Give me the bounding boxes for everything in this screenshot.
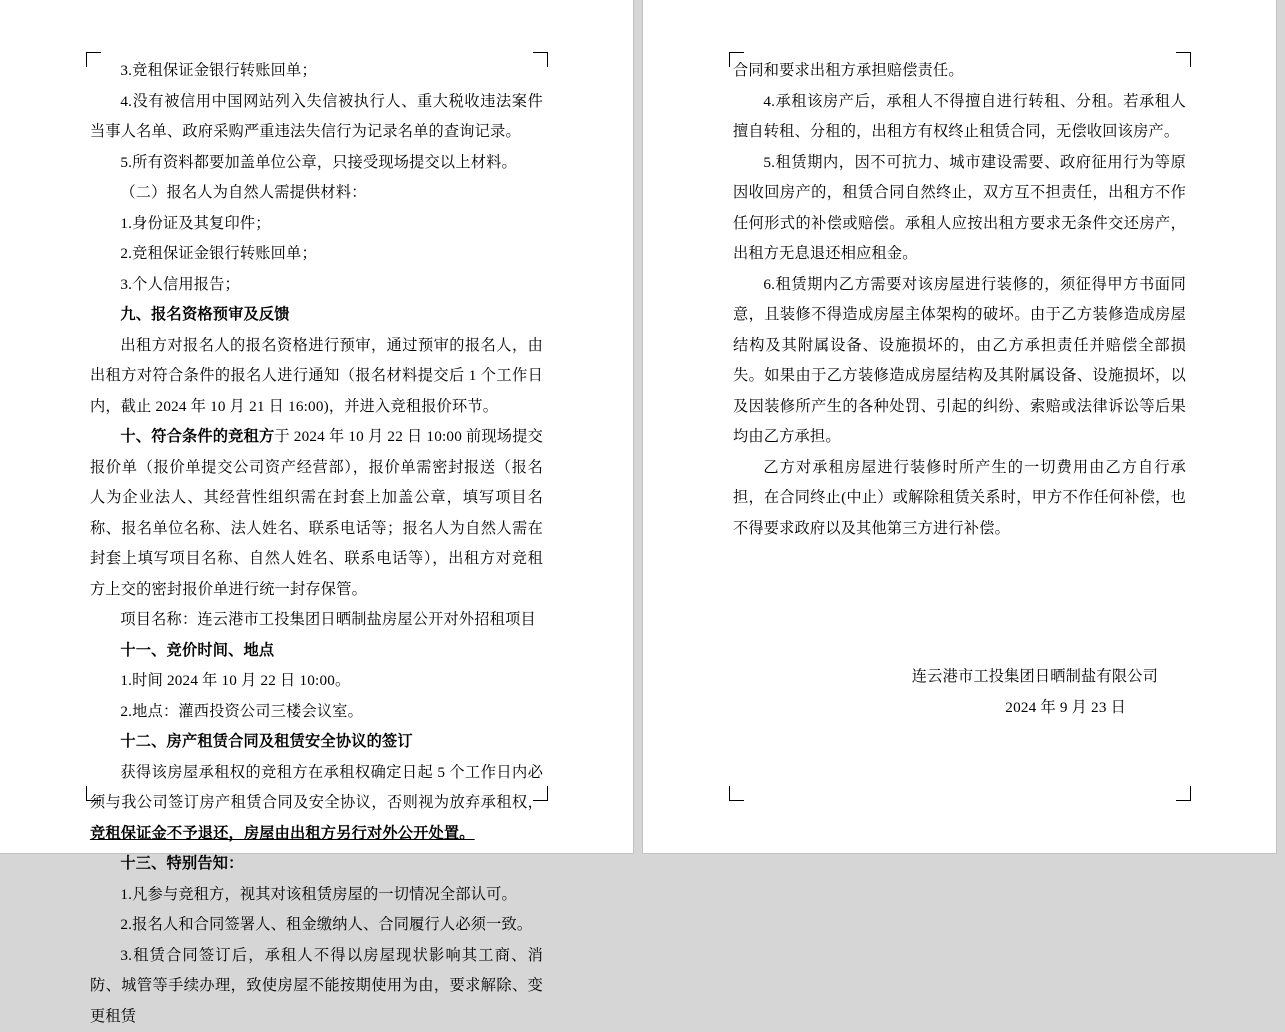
paragraph: 3.租赁合同签订后，承租人不得以房屋现状影响其工商、消防、城管等手续办理，致使房屋不能按期使用为由，要求解除、变更租赁 [90, 941, 543, 1032]
paragraph: 6.租赁期内乙方需要对该房屋进行装修的，须征得甲方书面同意，且装修不得造成房屋主体架构的破坏。由于乙方装修造成房屋结构及其附属设备、设施损坏的，由乙方承担责任并赔偿全部损失。如果由于乙方装修造成房屋结构及其附属设备、设施损坏，以及因装修所产生的各种处罚、引起的纠纷、索赔或法律诉讼等后果均由乙方承担。 [733, 270, 1186, 453]
paragraph: （二）报名人为自然人需提供材料： [90, 178, 543, 209]
section-twelve-plain: 获得该房屋承租权的竞租方在承租权确定日起 5 个工作日内必须与我公司签订房产租赁合同及安全协议，否则视为放弃承租权， [90, 764, 543, 812]
paragraph: 1.时间 2024 年 10 月 22 日 10:00。 [90, 666, 543, 697]
paragraph: 3.个人信用报告； [90, 270, 543, 301]
paragraph: 2.报名人和合同签署人、租金缴纳人、合同履行人必须一致。 [90, 910, 543, 941]
paragraph: 5.租赁期内，因不可抗力、城市建设需要、政府征用行为等原因收回房产的，租赁合同自然终止，双方互不担责任，出租方不作任何形式的补偿或赔偿。承租人应按出租方要求无条件交还房产，出租方无息退还相应租金。 [733, 148, 1186, 270]
section-heading-nine: 九、报名资格预审及反馈 [90, 300, 543, 331]
section-ten-body: 于 2024 年 10 月 22 日 10:00 前现场提交报价单（报价单提交公司资产经营部），报价单需密封报送（报名人为企业法人、其经营性组织需在封套上加盖公章，填写项目名称、报名单位名称、法人姓名、联系电话等；报名人为自然人需在封套上填写项目名称、自然人姓名、联系电话等），出租方对竞租方上交的密封报价单进行统一封存保管。 [90, 428, 543, 598]
paragraph: 合同和要求出租方承担赔偿责任。 [733, 56, 1186, 87]
paragraph: 4.没有被信用中国网站列入失信被执行人、重大税收违法案件当事人名单、政府采购严重违法失信行为记录名单的查询记录。 [90, 87, 543, 148]
signature-date: 2024 年 9 月 23 日 [733, 693, 1186, 724]
section-heading-ten-label: 十、符合条件的竞租方 [120, 428, 274, 445]
section-heading-eleven: 十一、竞价时间、地点 [90, 636, 543, 667]
paragraph: 4.承租该房产后，承租人不得擅自进行转租、分租。若承租人擅自转租、分租的，出租方有权终止租赁合同，无偿收回该房产。 [733, 87, 1186, 148]
section-heading-thirteen: 十三、特别告知： [90, 849, 543, 880]
project-name-line: 项目名称：连云港市工投集团日晒制盐房屋公开对外招租项目 [90, 605, 543, 636]
paragraph: 5.所有资料都要加盖单位公章，只接受现场提交以上材料。 [90, 148, 543, 179]
paragraph: 3.竞租保证金银行转账回单； [90, 56, 543, 87]
signature-block [733, 662, 1186, 723]
section-heading-ten-paragraph [90, 422, 543, 605]
signature-company: 连云港市工投集团日晒制盐有限公司 [733, 662, 1186, 693]
section-heading-twelve: 十二、房产租赁合同及租赁安全协议的签订 [90, 727, 543, 758]
page-2-body [733, 56, 1186, 796]
section-twelve-paragraph [90, 758, 543, 850]
paragraph: 1.凡参与竞租方，视其对该租赁房屋的一切情况全部认可。 [90, 880, 543, 911]
section-twelve-emphasis: 竞租保证金不予退还，房屋由出租方另行对外公开处置。 [90, 825, 475, 842]
document-page-1 [0, 0, 633, 853]
paragraph: 2.地点：灌西投资公司三楼会议室。 [90, 697, 543, 728]
document-page-2 [643, 0, 1276, 853]
paragraph: 2.竞租保证金银行转账回单； [90, 239, 543, 270]
paragraph: 1.身份证及其复印件； [90, 209, 543, 240]
paragraph: 乙方对承租房屋进行装修时所产生的一切费用由乙方自行承担，在合同终止(中止）或解除租赁关系时，甲方不作任何补偿，也不得要求政府以及其他第三方进行补偿。 [733, 453, 1186, 545]
paragraph: 出租方对报名人的报名资格进行预审，通过预审的报名人，由出租方对符合条件的报名人进行通知（报名材料提交后 1 个工作日内，截止 2024 年 10 月 21 日 16:00)，并进入竞租报价环节。 [90, 331, 543, 423]
page-1-body [90, 56, 543, 796]
